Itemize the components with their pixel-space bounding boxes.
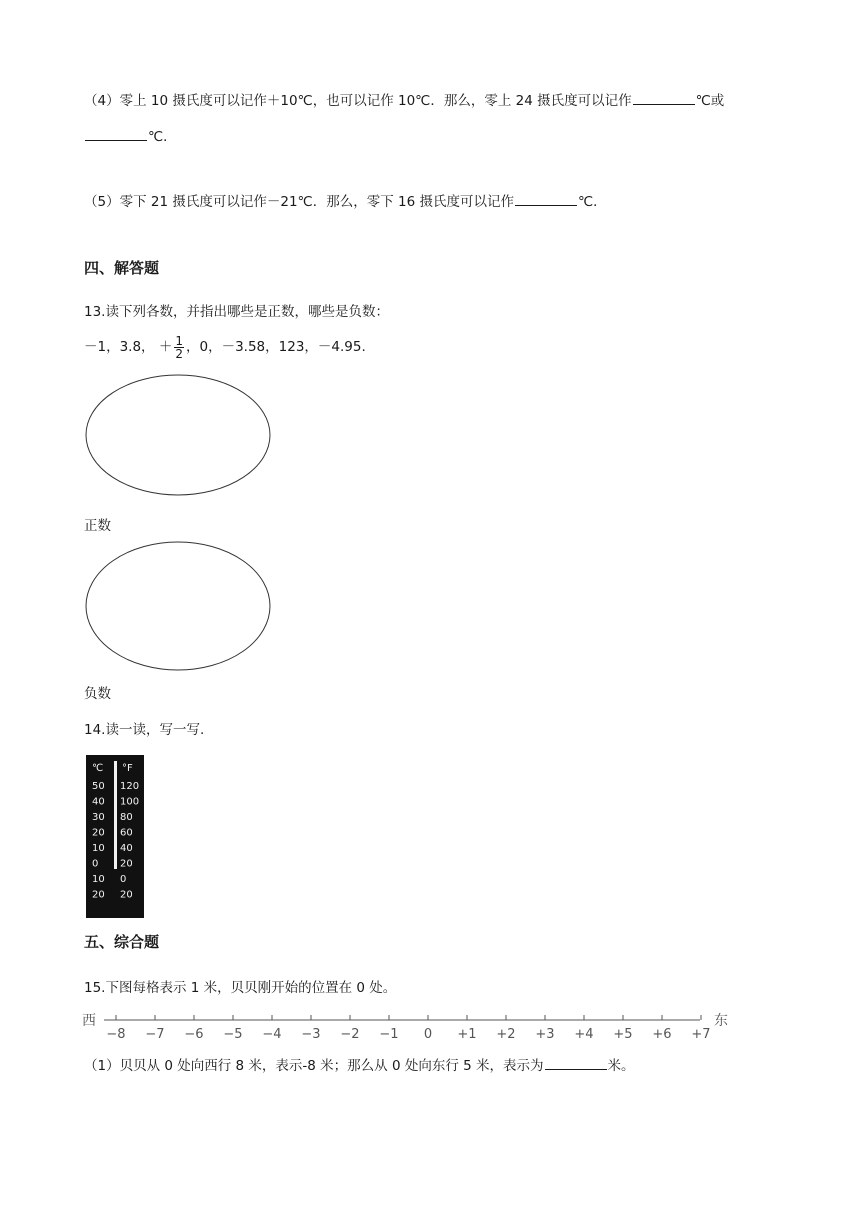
fahrenheit-tick-label: 60: [120, 827, 133, 839]
west-label: 西: [82, 1013, 96, 1029]
question-5-text: （5）零下 21 摄氏度可以记作－21℃．那么，零下 16 摄氏度可以记作: [84, 194, 514, 210]
east-label: 东: [714, 1013, 728, 1029]
number-line-label: +4: [574, 1027, 594, 1042]
answer-blank[interactable]: [515, 191, 577, 206]
answer-blank[interactable]: [633, 90, 695, 105]
celsius-header: ℃: [92, 763, 104, 774]
unit-text: 米。: [607, 1058, 635, 1074]
number-line-label: −4: [262, 1027, 282, 1042]
number-line-label: +7: [691, 1027, 711, 1042]
plus-sign: ＋: [158, 339, 173, 355]
section-5-title: 五、综合题: [84, 933, 160, 951]
question-15-prompt: 15.下图每格表示 1 米，贝贝刚开始的位置在 0 处。: [84, 980, 397, 996]
celsius-tick-label: 20: [92, 827, 105, 839]
fahrenheit-tick-label: 20: [120, 858, 133, 870]
fahrenheit-tick-label: 0: [120, 874, 127, 885]
celsius-tick-label: 40: [92, 796, 105, 808]
question-4-line2: [84, 126, 177, 147]
number-line-label: +3: [535, 1027, 555, 1042]
unit-text: ℃．: [577, 194, 607, 210]
number-line-label: −6: [184, 1027, 204, 1042]
number-line-label: −2: [340, 1027, 360, 1042]
fraction-one-half: $\frac{1}{2}$: [175, 333, 183, 361]
question-14-prompt: 14.读一读，写一写.: [84, 722, 205, 738]
celsius-tick-label: 20: [92, 889, 105, 901]
number-line-label: +2: [496, 1027, 516, 1042]
celsius-tick-label: 10: [92, 874, 105, 885]
thermometer-image: [86, 755, 144, 918]
fahrenheit-tick-label: 80: [120, 812, 133, 823]
numbers-part-a: －1，3.8，: [84, 339, 155, 355]
numbers-part-b: ，0，－3.58，123，－4.95.: [186, 339, 366, 355]
question-13-numbers: [84, 333, 366, 361]
question-4-text: （4）零上 10 摄氏度可以记作＋10℃，也可以记作 10℃．那么，零上 24 摄氏度可以记作: [84, 93, 632, 109]
number-line-label: −8: [106, 1027, 126, 1042]
positive-label: 正数: [84, 518, 111, 534]
negative-ellipse[interactable]: [84, 540, 274, 674]
number-line-label: +6: [652, 1027, 672, 1042]
fahrenheit-header: °F: [122, 763, 133, 774]
fahrenheit-tick-label: 120: [120, 781, 140, 792]
question-13-prompt: 13.读下列各数，并指出哪些是正数，哪些是负数：: [84, 304, 389, 320]
fahrenheit-tick-label: 20: [120, 889, 133, 901]
fahrenheit-tick-label: 100: [120, 796, 140, 808]
number-line-label: +1: [457, 1027, 477, 1042]
unit-text: ℃或: [695, 93, 725, 109]
answer-blank[interactable]: [545, 1055, 607, 1070]
number-line-label: −3: [301, 1027, 321, 1042]
number-line-label: −5: [223, 1027, 243, 1042]
negative-label: 负数: [84, 686, 111, 702]
question-15-sub1: [84, 1055, 635, 1076]
number-line-label: 0: [423, 1027, 433, 1042]
positive-ellipse[interactable]: [84, 373, 274, 501]
number-line-label: −1: [379, 1027, 399, 1042]
unit-text: ℃．: [148, 129, 177, 145]
celsius-tick-label: 30: [92, 812, 105, 823]
answer-blank[interactable]: [85, 126, 147, 141]
number-line-label: −7: [145, 1027, 165, 1042]
fahrenheit-tick-label: 40: [120, 843, 133, 854]
celsius-tick-label: 50: [92, 781, 105, 792]
section-4-title: 四、解答题: [84, 259, 160, 277]
sub1-text: （1）贝贝从 0 处向西行 8 米，表示-8 米；那么从 0 处向东行 5 米，表示为: [84, 1058, 544, 1074]
number-line: [80, 1005, 740, 1047]
celsius-tick-label: 0: [92, 858, 99, 870]
celsius-tick-label: 10: [92, 843, 105, 854]
question-4-line1: [84, 90, 724, 111]
question-5: [84, 191, 607, 212]
number-line-label: +5: [613, 1027, 633, 1042]
